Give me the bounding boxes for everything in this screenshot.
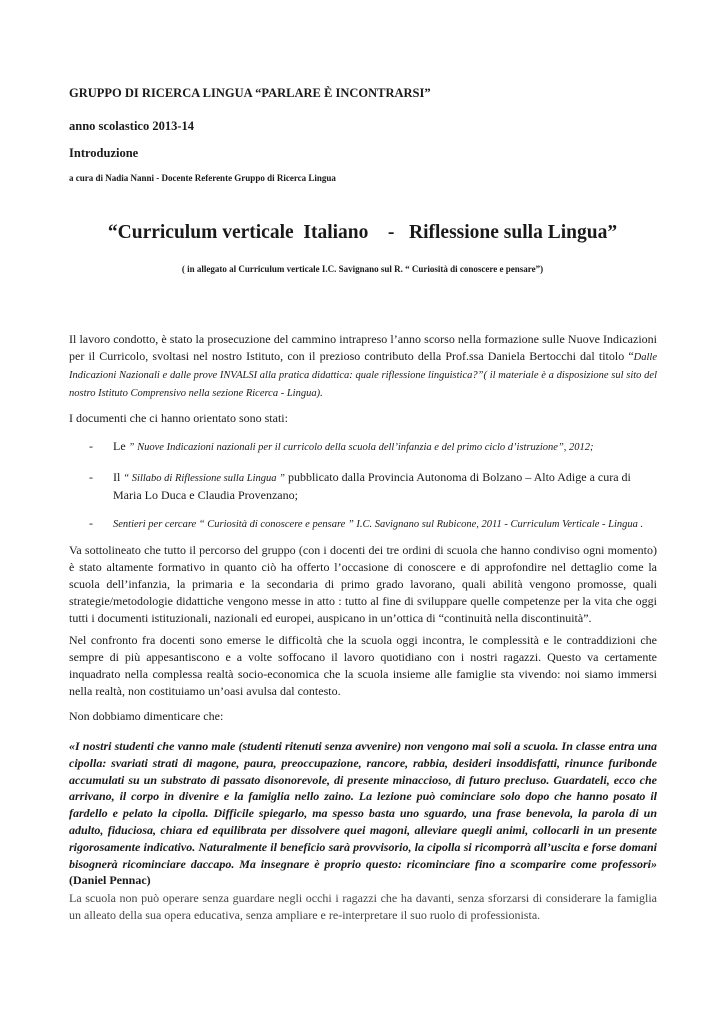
list-item-title: Sentieri per cercare “ Curiosità di conoscere e pensare ” I.C. Savignano sul Rubicone, 2011 - Curriculum Verticale - Lingua . [113, 519, 644, 530]
document-title: “Curriculum verticale Italiano - Riflessione sulla Lingua” [107, 222, 618, 243]
list-item-body [113, 469, 657, 504]
list-item-body [113, 515, 657, 533]
list-item-text: Le [113, 439, 129, 453]
quote-text: «I nostri studenti che vanno male (studenti ritenuti senza avvenire) non vengono mai soli a scuola. In classe entra una cipolla: svariati strati di magone, paura, preoccupazione, rancore, rabbia, desideri insoddisfatti, rinunce furibonde accumulati su un substrato di passato disonorevole, di presente minaccioso, di futuro precluso. Guardateli, ecco che arrivano, il corpo in divenire e la famiglia nello zaino. La lezione può cominciare solo dopo che hanno posato il fardello e pelato la cipolla. Difficile spiegarlo, ma spesso basta uno sguardo, una frase benevola, la parola di un adulto, fiduciosa, chiara ed equilibrata per dissolvere quei magoni, alleviare quegli animi, collocarli in un presente rigorosamente indicativo. Naturalmente il beneficio sarà provvisorio, la cipolla si ricomporrà all’uscita e forse domani bisognerà ricominciare daccapo. Ma insegnare è proprio questo: ricominciare fino a scomparire come professori» [69, 739, 657, 871]
curated-by-line: a cura di Nadia Nanni - Docente Referente Gruppo di Ricerca Lingua [69, 173, 336, 183]
group-path-paragraph: Va sottolineato che tutto il percorso del gruppo (con i docenti dei tre ordini di scuola che hanno condiviso ogni momento) è stato altamente formativo in quanto ciò ha offerto l’occasione di conoscere e di approfondire nel dettaglio come la scuola dell’infanzia, la primaria e la secondaria di primo grado lavorano, quali abilità vengono promosse, quali strategie/metodologie didattiche vengono messe in atto : tutto al fine di sviluppare quelle competenze per la vita che oggi tutti i documenti istituzionali, nazionali ed europei, auspicano in un’ottica di “continuità nella discontinuità”. [69, 543, 657, 625]
difficulties-paragraph: Nel confronto fra docenti sono emerse le difficoltà che la scuola oggi incontra, le complessità e le contraddizioni che sempre di più appesantiscono e a volte soffocano il lavoro quotidiano con i nostri ragazzi. Questo va certamente inquadrato nella complessa realtà socio-economica che la scuola insieme alle famiglie sta vivendo: noi siamo immersi nella realtà, non costituiamo un’oasi avulsa dal contesto. [69, 633, 657, 698]
section-heading: Introduzione [69, 146, 139, 160]
quote-author: (Daniel Pennac) [69, 873, 151, 888]
list-dash: - [89, 516, 93, 530]
pennac-quote [69, 738, 657, 889]
closing-paragraph: La scuola non può operare senza guardare negli occhi i ragazzi che ha davanti, senza sforzarsi di considerare la famiglia un alleato della sua opera educativa, senza ampliare e re-interpretare il suo ruolo di professionista. [69, 891, 657, 922]
intro-italic-text: Dalle Indicazioni Nazionali e dalle prove INVALSI alla pratica didattica: quale riflessione linguistica?”( il materiale è a disposizione sul sito del nostro Istituto Comprensivo nella sezione Ricerca - Lingua). [69, 352, 657, 399]
list-item-text: Il [113, 470, 124, 484]
list-item-title: ” Nuove Indicazioni nazionali per il curricolo della scuola dell’infanzia e del primo ciclo d’istruzione”, 2012; [128, 442, 594, 453]
group-heading: GRUPPO DI RICERCA LINGUA “PARLARE È INCONTRARSI” [69, 86, 431, 100]
list-item-text: pubblicato dalla Provincia Autonoma di Bolzano – Alto Adige a cura di Maria Lo Duca e Claudia Provenzano; [113, 470, 631, 502]
school-year: anno scolastico 2013-14 [69, 119, 194, 133]
intro-text: Il lavoro condotto, è stato la prosecuzione del cammino intrapreso l’anno scorso nella formazione sulle Nuove Indicazioni per il Curricolo, svoltasi nel nostro Istituto, con il prezioso contributo della Prof.ssa Daniela Bertocchi dal titolo “ [69, 332, 657, 363]
reminder-line: Non dobbiamo dimenticare che: [69, 709, 224, 723]
intro-paragraph [69, 331, 657, 402]
list-dash: - [89, 470, 93, 484]
list-dash: - [89, 439, 93, 453]
list-item-body [113, 438, 657, 456]
list-item-title: “ Sillabo di Riflessione sulla Lingua ” [123, 473, 285, 484]
documents-intro: I documenti che ci hanno orientato sono stati: [69, 411, 288, 425]
document-subtitle: ( in allegato al Curriculum verticale I.C. Savignano sul R. “ Curiosità di conoscere e pensare”) [181, 264, 544, 274]
